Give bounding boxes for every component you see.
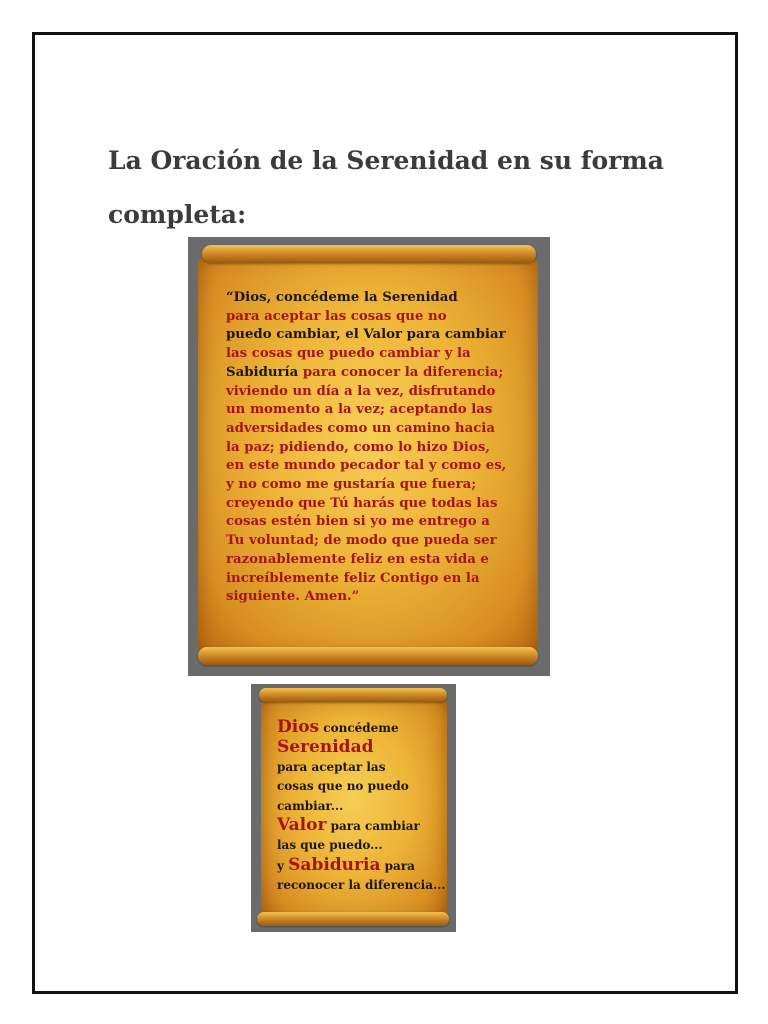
prayer-line: siguiente. Amen.”: [226, 589, 360, 605]
prayer-short-line: reconocer la diferencia...: [277, 878, 446, 893]
prayer-line: y no como me gustaría que fuera;: [226, 477, 477, 493]
prayer-short-line: Valor para cambiar: [277, 815, 420, 836]
prayer-short-text: [277, 718, 447, 896]
prayer-line: Sabiduría para conocer la diferencia;: [226, 364, 504, 380]
prayer-full-text: [226, 289, 526, 607]
scroll-roll-bottom: [257, 912, 449, 926]
prayer-line: increíblemente feliz Contigo en la: [226, 570, 480, 586]
prayer-short-line: y Sabiduria para: [277, 854, 415, 875]
prayer-short-line: para aceptar las: [277, 759, 386, 774]
prayer-line: razonablemente feliz en esta vida e: [226, 551, 489, 567]
serenity-prayer-full-image: [188, 237, 550, 676]
prayer-line: para aceptar las cosas que no: [226, 308, 447, 324]
page-heading: [108, 134, 698, 242]
prayer-line: la paz; pidiendo, como lo hizo Dios,: [226, 439, 490, 455]
scroll-roll-top: [202, 245, 536, 263]
prayer-line: en este mundo pecador tal y como es,: [226, 458, 507, 474]
prayer-line: cosas estén bien si yo me entrego a: [226, 514, 490, 530]
prayer-short-line: Serenidad: [277, 737, 374, 758]
prayer-short-line: cambiar...: [277, 798, 344, 813]
serenity-prayer-short-image: [251, 684, 456, 932]
prayer-line: viviendo un día a la vez, disfrutando: [226, 383, 496, 399]
prayer-line: adversidades como un camino hacia: [226, 420, 495, 436]
prayer-line: “Dios, concédeme la Serenidad: [226, 290, 458, 305]
prayer-short-line: las que puedo...: [277, 838, 383, 853]
scroll-roll-bottom: [198, 647, 538, 665]
heading-line-1: La Oración de la Serenidad en su forma: [108, 146, 664, 175]
prayer-line: Tu voluntad; de modo que pueda ser: [226, 533, 497, 549]
scroll-roll-top: [259, 688, 447, 702]
prayer-short-line: Dios concédeme: [277, 717, 399, 737]
prayer-line: un momento a la vez; aceptando las: [226, 402, 493, 418]
prayer-line: creyendo que Tú harás que todas las: [226, 495, 498, 511]
prayer-line: las cosas que puedo cambiar y la: [226, 346, 471, 362]
heading-line-2: completa:: [108, 200, 247, 229]
prayer-line: puedo cambiar, el Valor para cambiar: [226, 327, 506, 343]
prayer-short-line: cosas que no puedo: [277, 779, 409, 794]
